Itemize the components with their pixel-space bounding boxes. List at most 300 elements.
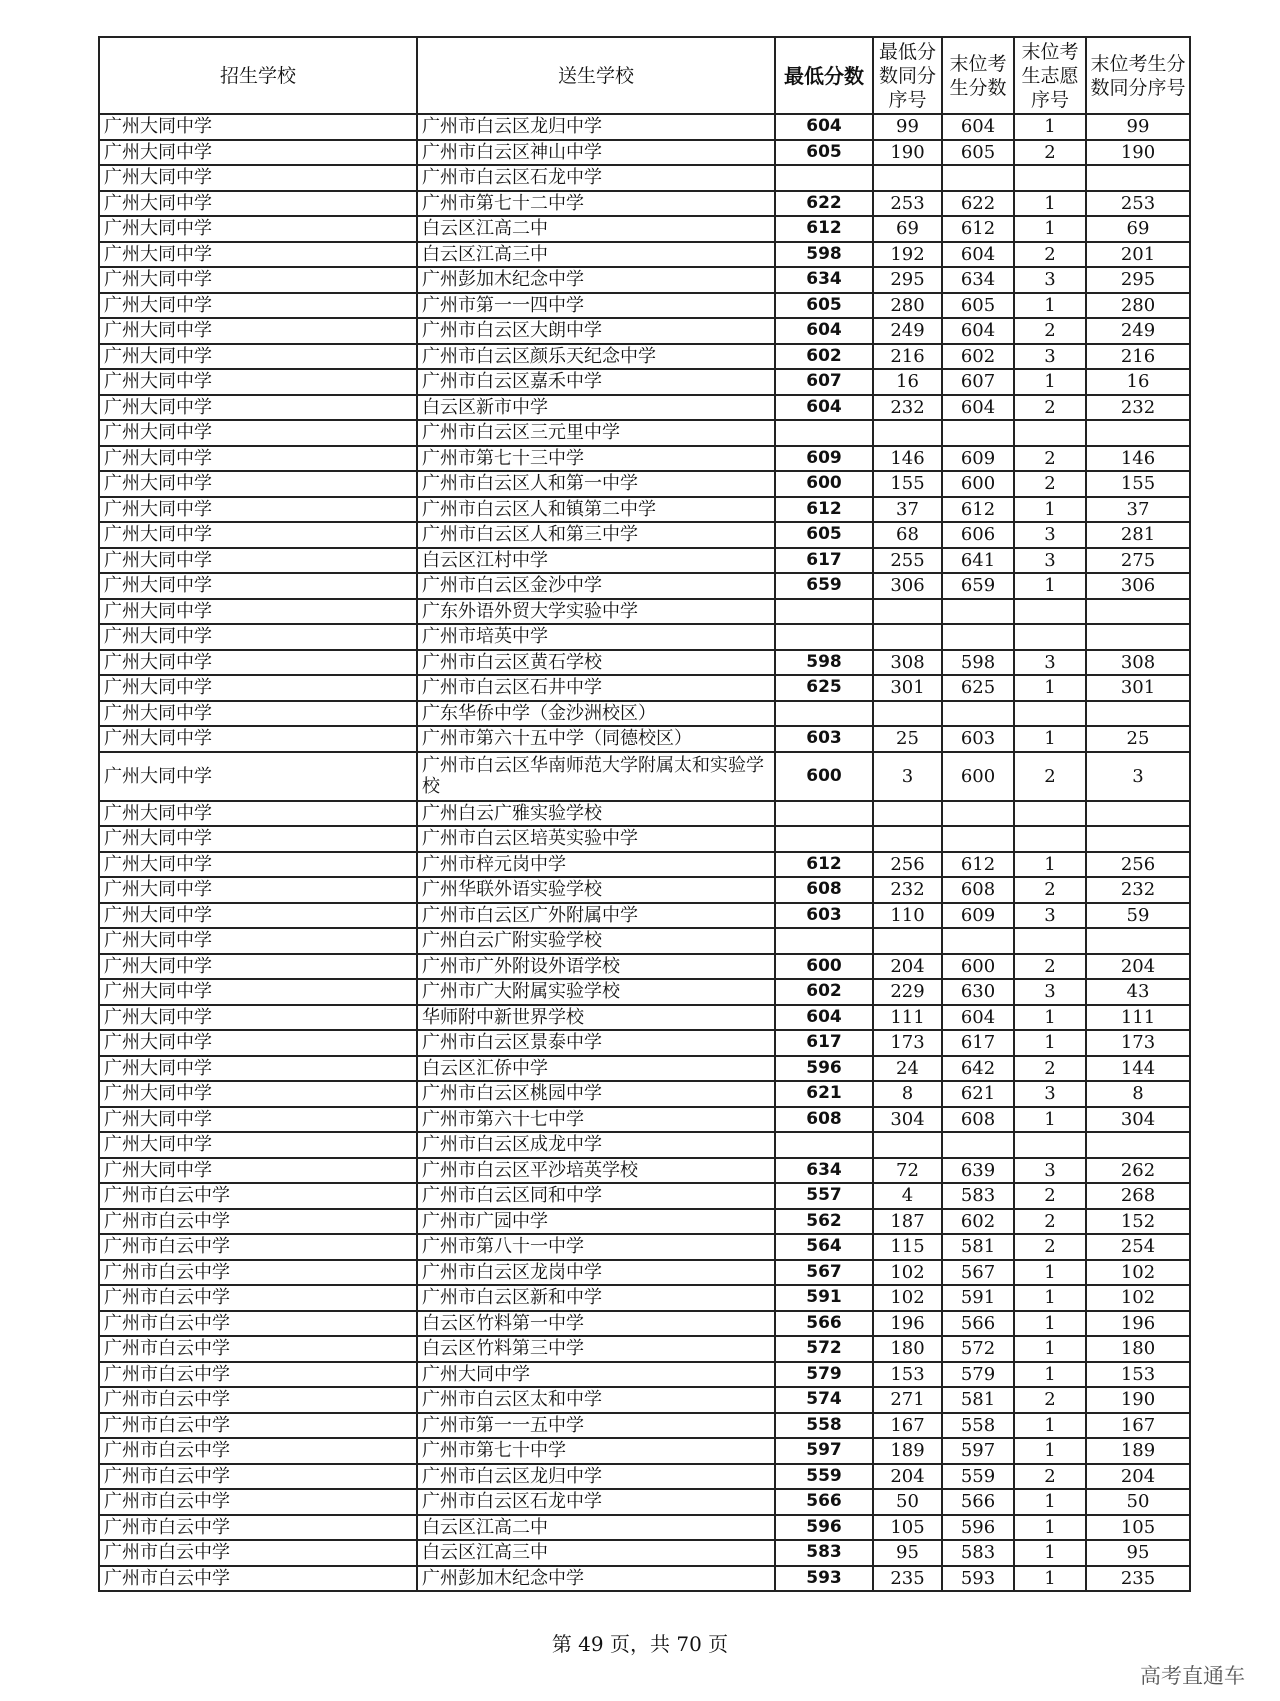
cell-min-score: 604	[775, 395, 873, 421]
cell-last-score: 600	[942, 471, 1014, 497]
cell-admitting-school: 广州大同中学	[99, 522, 417, 548]
cell-last-score: 608	[942, 1107, 1014, 1133]
cell-last-score: 608	[942, 877, 1014, 903]
cell-admitting-school: 广州市白云中学	[99, 1311, 417, 1337]
cell-last-choice-rank: 2	[1014, 446, 1086, 472]
cell-last-score-tie-rank: 95	[1086, 1540, 1190, 1566]
cell-min-score-tie-rank: 180	[873, 1336, 942, 1362]
cell-last-score: 642	[942, 1056, 1014, 1082]
cell-min-score-tie-rank	[873, 599, 942, 625]
cell-last-score-tie-rank: 204	[1086, 1464, 1190, 1490]
cell-min-score	[775, 701, 873, 727]
cell-min-score: 566	[775, 1489, 873, 1515]
cell-last-score-tie-rank	[1086, 420, 1190, 446]
cell-min-score: 604	[775, 114, 873, 140]
cell-admitting-school: 广州大同中学	[99, 344, 417, 370]
table-row	[99, 420, 1190, 446]
cell-last-score-tie-rank: 216	[1086, 344, 1190, 370]
cell-admitting-school: 广州大同中学	[99, 242, 417, 268]
cell-last-score: 604	[942, 1005, 1014, 1031]
cell-last-score-tie-rank	[1086, 165, 1190, 191]
cell-min-score: 591	[775, 1285, 873, 1311]
cell-last-score-tie-rank	[1086, 701, 1190, 727]
cell-min-score: 608	[775, 877, 873, 903]
cell-sending-school: 白云区竹料第三中学	[417, 1336, 775, 1362]
cell-min-score-tie-rank: 204	[873, 954, 942, 980]
cell-min-score-tie-rank: 102	[873, 1285, 942, 1311]
cell-min-score: 612	[775, 216, 873, 242]
cell-min-score	[775, 624, 873, 650]
cell-sending-school: 广州市白云区龙岗中学	[417, 1260, 775, 1286]
cell-min-score-tie-rank: 255	[873, 548, 942, 574]
cell-last-choice-rank: 2	[1014, 1209, 1086, 1235]
table-row	[99, 318, 1190, 344]
cell-last-score-tie-rank: 99	[1086, 114, 1190, 140]
cell-last-score: 605	[942, 293, 1014, 319]
cell-admitting-school: 广州大同中学	[99, 599, 417, 625]
cell-last-score	[942, 801, 1014, 827]
cell-last-choice-rank: 2	[1014, 1056, 1086, 1082]
cell-min-score-tie-rank: 155	[873, 471, 942, 497]
cell-min-score-tie-rank	[873, 420, 942, 446]
cell-admitting-school: 广州大同中学	[99, 877, 417, 903]
cell-last-choice-rank: 1	[1014, 675, 1086, 701]
cell-last-score-tie-rank: 8	[1086, 1081, 1190, 1107]
admission-table	[98, 36, 1191, 1592]
table-row	[99, 1056, 1190, 1082]
cell-admitting-school: 广州大同中学	[99, 165, 417, 191]
cell-last-choice-rank: 1	[1014, 1413, 1086, 1439]
cell-last-choice-rank: 1	[1014, 573, 1086, 599]
header-min-score: 最低分数	[775, 37, 873, 114]
cell-min-score: 566	[775, 1311, 873, 1337]
table-row	[99, 1464, 1190, 1490]
cell-last-choice-rank: 2	[1014, 318, 1086, 344]
cell-admitting-school: 广州市白云中学	[99, 1336, 417, 1362]
table-row	[99, 191, 1190, 217]
cell-sending-school: 广州市白云区黄石学校	[417, 650, 775, 676]
cell-last-choice-rank: 1	[1014, 726, 1086, 752]
cell-min-score-tie-rank: 308	[873, 650, 942, 676]
cell-sending-school: 广州市广园中学	[417, 1209, 775, 1235]
cell-min-score: 600	[775, 471, 873, 497]
cell-last-score: 621	[942, 1081, 1014, 1107]
cell-sending-school: 广州市白云区嘉禾中学	[417, 369, 775, 395]
cell-admitting-school: 广州大同中学	[99, 1056, 417, 1082]
table-row	[99, 1540, 1190, 1566]
cell-min-score: 600	[775, 752, 873, 801]
cell-min-score	[775, 1132, 873, 1158]
cell-min-score: 621	[775, 1081, 873, 1107]
table-row	[99, 650, 1190, 676]
cell-last-score-tie-rank: 155	[1086, 471, 1190, 497]
cell-min-score-tie-rank	[873, 624, 942, 650]
cell-min-score: 634	[775, 1158, 873, 1184]
cell-sending-school: 广州市白云区同和中学	[417, 1183, 775, 1209]
cell-admitting-school: 广州大同中学	[99, 471, 417, 497]
cell-sending-school: 白云区江村中学	[417, 548, 775, 574]
cell-min-score: 596	[775, 1056, 873, 1082]
cell-sending-school: 广东华侨中学（金沙洲校区）	[417, 701, 775, 727]
table-row	[99, 599, 1190, 625]
cell-sending-school: 广州市白云区太和中学	[417, 1387, 775, 1413]
cell-sending-school: 广州市第六十七中学	[417, 1107, 775, 1133]
cell-min-score: 617	[775, 1030, 873, 1056]
cell-last-choice-rank: 3	[1014, 267, 1086, 293]
cell-min-score: 612	[775, 852, 873, 878]
cell-last-score: 612	[942, 497, 1014, 523]
cell-min-score-tie-rank: 235	[873, 1566, 942, 1592]
cell-min-score: 558	[775, 1413, 873, 1439]
cell-sending-school: 白云区江高二中	[417, 216, 775, 242]
cell-sending-school: 广州市白云区广外附属中学	[417, 903, 775, 929]
cell-last-score: 600	[942, 954, 1014, 980]
cell-min-score-tie-rank: 110	[873, 903, 942, 929]
cell-last-choice-rank: 1	[1014, 1336, 1086, 1362]
cell-last-choice-rank	[1014, 928, 1086, 954]
cell-admitting-school: 广州大同中学	[99, 903, 417, 929]
table-row	[99, 1336, 1190, 1362]
cell-min-score: 583	[775, 1540, 873, 1566]
table-row	[99, 446, 1190, 472]
cell-min-score: 574	[775, 1387, 873, 1413]
cell-last-score: 567	[942, 1260, 1014, 1286]
cell-admitting-school: 广州大同中学	[99, 293, 417, 319]
cell-min-score-tie-rank	[873, 801, 942, 827]
table-row	[99, 573, 1190, 599]
cell-admitting-school: 广州市白云中学	[99, 1285, 417, 1311]
table-row	[99, 826, 1190, 852]
cell-last-score: 558	[942, 1413, 1014, 1439]
cell-last-score-tie-rank: 3	[1086, 752, 1190, 801]
cell-last-score	[942, 599, 1014, 625]
cell-sending-school: 广州市白云区石龙中学	[417, 165, 775, 191]
table-row	[99, 1260, 1190, 1286]
cell-admitting-school: 广州大同中学	[99, 726, 417, 752]
cell-min-score: 600	[775, 954, 873, 980]
cell-last-score: 641	[942, 548, 1014, 574]
cell-admitting-school: 广州大同中学	[99, 979, 417, 1005]
cell-min-score-tie-rank: 304	[873, 1107, 942, 1133]
cell-min-score: 579	[775, 1362, 873, 1388]
cell-last-choice-rank: 1	[1014, 369, 1086, 395]
cell-min-score-tie-rank: 271	[873, 1387, 942, 1413]
cell-sending-school: 华师附中新世界学校	[417, 1005, 775, 1031]
cell-min-score: 603	[775, 903, 873, 929]
table-row	[99, 852, 1190, 878]
cell-last-choice-rank: 2	[1014, 242, 1086, 268]
cell-min-score-tie-rank: 253	[873, 191, 942, 217]
cell-last-score-tie-rank: 256	[1086, 852, 1190, 878]
cell-last-score-tie-rank: 102	[1086, 1260, 1190, 1286]
cell-admitting-school: 广州大同中学	[99, 752, 417, 801]
cell-min-score-tie-rank: 105	[873, 1515, 942, 1541]
cell-min-score-tie-rank: 25	[873, 726, 942, 752]
cell-last-score-tie-rank: 25	[1086, 726, 1190, 752]
header-last-score: 末位考生分数	[942, 37, 1014, 114]
cell-min-score-tie-rank: 256	[873, 852, 942, 878]
cell-sending-school: 广州市白云区成龙中学	[417, 1132, 775, 1158]
header-min-score-tie-rank: 最低分数同分序号	[873, 37, 942, 114]
cell-sending-school: 白云区新市中学	[417, 395, 775, 421]
table-row	[99, 293, 1190, 319]
cell-last-score: 598	[942, 650, 1014, 676]
cell-last-score: 617	[942, 1030, 1014, 1056]
cell-last-choice-rank: 2	[1014, 1234, 1086, 1260]
cell-last-score-tie-rank: 180	[1086, 1336, 1190, 1362]
cell-min-score-tie-rank: 111	[873, 1005, 942, 1031]
cell-last-score: 612	[942, 216, 1014, 242]
cell-last-score: 604	[942, 318, 1014, 344]
cell-sending-school: 广州市广大附属实验学校	[417, 979, 775, 1005]
cell-last-choice-rank: 1	[1014, 191, 1086, 217]
cell-min-score: 612	[775, 497, 873, 523]
cell-last-score-tie-rank	[1086, 599, 1190, 625]
cell-sending-school: 广州市白云区大朗中学	[417, 318, 775, 344]
table-row	[99, 1132, 1190, 1158]
table-row	[99, 903, 1190, 929]
cell-min-score: 659	[775, 573, 873, 599]
cell-admitting-school: 广州市白云中学	[99, 1387, 417, 1413]
cell-sending-school: 广州市白云区神山中学	[417, 140, 775, 166]
cell-admitting-school: 广州市白云中学	[99, 1515, 417, 1541]
table-row	[99, 1362, 1190, 1388]
cell-last-choice-rank	[1014, 420, 1086, 446]
cell-last-score: 600	[942, 752, 1014, 801]
cell-last-score: 609	[942, 446, 1014, 472]
cell-min-score-tie-rank: 8	[873, 1081, 942, 1107]
cell-sending-school: 广州市白云区三元里中学	[417, 420, 775, 446]
cell-last-score: 612	[942, 852, 1014, 878]
table-row	[99, 801, 1190, 827]
cell-last-score-tie-rank: 304	[1086, 1107, 1190, 1133]
cell-last-score: 607	[942, 369, 1014, 395]
cell-admitting-school: 广州市白云中学	[99, 1413, 417, 1439]
cell-last-choice-rank: 1	[1014, 1285, 1086, 1311]
cell-admitting-school: 广州市白云中学	[99, 1540, 417, 1566]
table-row	[99, 344, 1190, 370]
cell-last-choice-rank: 1	[1014, 1540, 1086, 1566]
cell-last-score: 604	[942, 242, 1014, 268]
cell-sending-school: 白云区江高三中	[417, 1540, 775, 1566]
cell-sending-school: 广州大同中学	[417, 1362, 775, 1388]
table-row	[99, 1566, 1190, 1592]
cell-last-score-tie-rank: 153	[1086, 1362, 1190, 1388]
cell-sending-school: 广州市第七十二中学	[417, 191, 775, 217]
cell-last-score: 583	[942, 1183, 1014, 1209]
cell-last-score: 581	[942, 1387, 1014, 1413]
cell-last-choice-rank: 1	[1014, 1566, 1086, 1592]
cell-sending-school: 广州彭加木纪念中学	[417, 267, 775, 293]
cell-admitting-school: 广州大同中学	[99, 624, 417, 650]
table-row	[99, 497, 1190, 523]
cell-last-choice-rank: 1	[1014, 1489, 1086, 1515]
cell-min-score-tie-rank: 301	[873, 675, 942, 701]
table-row	[99, 1438, 1190, 1464]
cell-min-score-tie-rank: 3	[873, 752, 942, 801]
cell-last-score-tie-rank	[1086, 624, 1190, 650]
cell-last-choice-rank: 1	[1014, 1362, 1086, 1388]
cell-last-choice-rank	[1014, 801, 1086, 827]
cell-admitting-school: 广州大同中学	[99, 318, 417, 344]
cell-last-choice-rank: 3	[1014, 1081, 1086, 1107]
table-row	[99, 548, 1190, 574]
cell-sending-school: 广州市白云区人和第三中学	[417, 522, 775, 548]
cell-min-score	[775, 928, 873, 954]
table-row	[99, 216, 1190, 242]
cell-last-score-tie-rank	[1086, 1132, 1190, 1158]
cell-min-score: 604	[775, 1005, 873, 1031]
cell-last-score: 572	[942, 1336, 1014, 1362]
table-row	[99, 726, 1190, 752]
page-number: 第 49 页，共 70 页	[551, 1632, 729, 1656]
cell-last-choice-rank: 3	[1014, 903, 1086, 929]
cell-min-score: 602	[775, 344, 873, 370]
cell-last-score	[942, 928, 1014, 954]
cell-min-score: 597	[775, 1438, 873, 1464]
cell-last-choice-rank: 1	[1014, 1107, 1086, 1133]
header-last-score-tie-rank: 末位考生分数同分序号	[1086, 37, 1190, 114]
cell-last-choice-rank: 2	[1014, 1387, 1086, 1413]
cell-last-choice-rank	[1014, 599, 1086, 625]
cell-sending-school: 广州市白云区新和中学	[417, 1285, 775, 1311]
cell-sending-school: 广州白云广附实验学校	[417, 928, 775, 954]
cell-min-score: 593	[775, 1566, 873, 1592]
cell-sending-school: 广州市梓元岗中学	[417, 852, 775, 878]
cell-min-score-tie-rank: 153	[873, 1362, 942, 1388]
cell-min-score: 598	[775, 650, 873, 676]
cell-last-score: 591	[942, 1285, 1014, 1311]
cell-last-score-tie-rank: 196	[1086, 1311, 1190, 1337]
cell-last-score	[942, 624, 1014, 650]
table-row	[99, 1030, 1190, 1056]
cell-min-score-tie-rank: 95	[873, 1540, 942, 1566]
cell-min-score: 605	[775, 293, 873, 319]
cell-admitting-school: 广州市白云中学	[99, 1260, 417, 1286]
cell-min-score-tie-rank: 196	[873, 1311, 942, 1337]
table-row	[99, 471, 1190, 497]
cell-last-choice-rank	[1014, 826, 1086, 852]
cell-min-score	[775, 826, 873, 852]
cell-min-score-tie-rank: 189	[873, 1438, 942, 1464]
cell-min-score: 564	[775, 1234, 873, 1260]
cell-sending-school: 广州彭加木纪念中学	[417, 1566, 775, 1592]
cell-sending-school: 广州华联外语实验学校	[417, 877, 775, 903]
cell-min-score-tie-rank: 115	[873, 1234, 942, 1260]
cell-last-choice-rank: 1	[1014, 1311, 1086, 1337]
cell-min-score: 605	[775, 140, 873, 166]
cell-min-score: 634	[775, 267, 873, 293]
cell-admitting-school: 广州大同中学	[99, 826, 417, 852]
cell-admitting-school: 广州大同中学	[99, 548, 417, 574]
cell-last-score-tie-rank: 204	[1086, 954, 1190, 980]
cell-min-score-tie-rank: 187	[873, 1209, 942, 1235]
cell-last-score: 622	[942, 191, 1014, 217]
cell-min-score	[775, 599, 873, 625]
cell-admitting-school: 广州市白云中学	[99, 1183, 417, 1209]
cell-last-score-tie-rank: 235	[1086, 1566, 1190, 1592]
table-row	[99, 928, 1190, 954]
cell-sending-school: 广州市白云区龙归中学	[417, 1464, 775, 1490]
cell-last-choice-rank: 1	[1014, 1005, 1086, 1031]
cell-min-score-tie-rank: 72	[873, 1158, 942, 1184]
cell-admitting-school: 广州大同中学	[99, 852, 417, 878]
cell-last-choice-rank	[1014, 624, 1086, 650]
cell-sending-school: 广州市广外附设外语学校	[417, 954, 775, 980]
cell-last-score: 625	[942, 675, 1014, 701]
cell-sending-school: 广州市白云区石龙中学	[417, 1489, 775, 1515]
cell-admitting-school: 广州大同中学	[99, 1107, 417, 1133]
table-row	[99, 242, 1190, 268]
cell-last-choice-rank: 2	[1014, 395, 1086, 421]
cell-last-score: 593	[942, 1566, 1014, 1592]
cell-last-choice-rank: 1	[1014, 1438, 1086, 1464]
cell-last-score-tie-rank: 308	[1086, 650, 1190, 676]
cell-last-choice-rank: 1	[1014, 497, 1086, 523]
table-row	[99, 701, 1190, 727]
header-last-choice-rank: 末位考生志愿序号	[1014, 37, 1086, 114]
cell-last-choice-rank: 1	[1014, 114, 1086, 140]
cell-last-choice-rank: 1	[1014, 1260, 1086, 1286]
cell-admitting-school: 广州市白云中学	[99, 1362, 417, 1388]
cell-sending-school: 白云区汇侨中学	[417, 1056, 775, 1082]
cell-admitting-school: 广州大同中学	[99, 191, 417, 217]
cell-admitting-school: 广州大同中学	[99, 1081, 417, 1107]
table-row	[99, 1005, 1190, 1031]
cell-admitting-school: 广州大同中学	[99, 420, 417, 446]
cell-sending-school: 白云区江高三中	[417, 242, 775, 268]
table-row	[99, 165, 1190, 191]
table-row	[99, 624, 1190, 650]
cell-last-score-tie-rank: 146	[1086, 446, 1190, 472]
cell-last-score-tie-rank: 16	[1086, 369, 1190, 395]
cell-sending-school: 广州市第一一五中学	[417, 1413, 775, 1439]
cell-min-score-tie-rank	[873, 826, 942, 852]
cell-last-score-tie-rank: 37	[1086, 497, 1190, 523]
cell-last-choice-rank	[1014, 701, 1086, 727]
cell-last-score-tie-rank: 152	[1086, 1209, 1190, 1235]
cell-last-score-tie-rank: 232	[1086, 395, 1190, 421]
cell-admitting-school: 广州大同中学	[99, 675, 417, 701]
table-row	[99, 675, 1190, 701]
header-admitting-school: 招生学校	[99, 37, 417, 114]
cell-last-choice-rank	[1014, 1132, 1086, 1158]
cell-min-score: 572	[775, 1336, 873, 1362]
cell-sending-school: 广州市白云区龙归中学	[417, 114, 775, 140]
cell-last-score-tie-rank: 105	[1086, 1515, 1190, 1541]
cell-admitting-school: 广州大同中学	[99, 497, 417, 523]
cell-last-choice-rank: 1	[1014, 216, 1086, 242]
cell-last-score-tie-rank: 268	[1086, 1183, 1190, 1209]
table-body	[99, 114, 1190, 1591]
cell-last-score: 583	[942, 1540, 1014, 1566]
cell-last-score-tie-rank: 295	[1086, 267, 1190, 293]
cell-admitting-school: 广州大同中学	[99, 954, 417, 980]
cell-min-score: 625	[775, 675, 873, 701]
cell-min-score	[775, 165, 873, 191]
cell-last-score-tie-rank	[1086, 826, 1190, 852]
cell-admitting-school: 广州市白云中学	[99, 1234, 417, 1260]
cell-min-score-tie-rank: 216	[873, 344, 942, 370]
cell-min-score-tie-rank: 190	[873, 140, 942, 166]
cell-min-score-tie-rank	[873, 928, 942, 954]
cell-sending-school: 白云区竹料第一中学	[417, 1311, 775, 1337]
cell-min-score-tie-rank: 69	[873, 216, 942, 242]
cell-last-score-tie-rank: 50	[1086, 1489, 1190, 1515]
cell-last-score: 604	[942, 114, 1014, 140]
cell-sending-school: 广州市第七十三中学	[417, 446, 775, 472]
cell-admitting-school: 广州大同中学	[99, 369, 417, 395]
